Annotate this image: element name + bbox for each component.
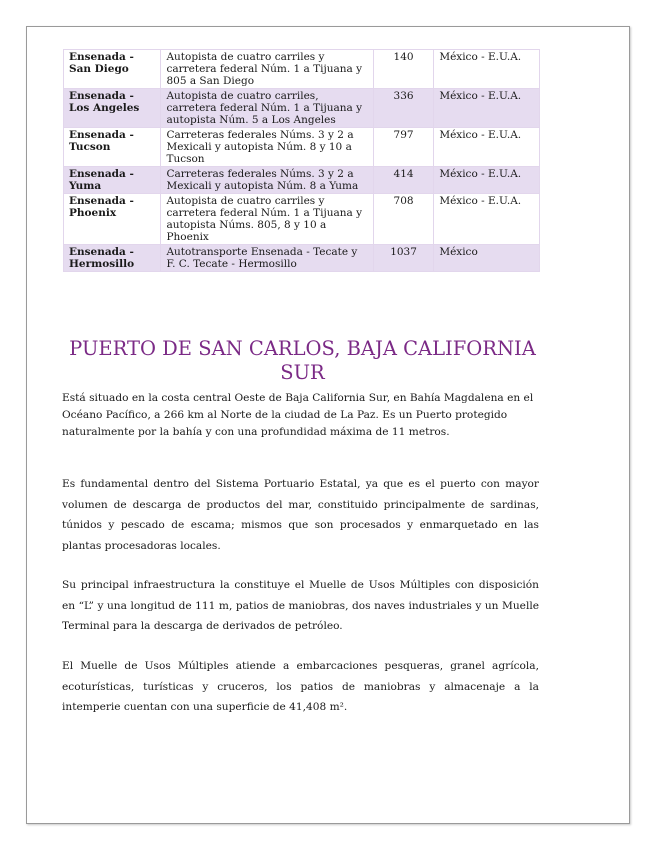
destination-cell: México - E.U.A. <box>434 194 540 245</box>
destination-cell: México <box>434 245 540 272</box>
routes-table <box>63 49 540 272</box>
destination-cell: México - E.U.A. <box>434 128 540 167</box>
table-row <box>64 128 540 167</box>
distance-cell: 708 <box>373 194 434 245</box>
infrastructure-cell: Autotransporte Ensenada - Tecate y F. C. Tecate - Hermosillo <box>161 245 373 272</box>
paragraph-dock-services: El Muelle de Usos Múltiples atiende a embarcaciones pesqueras, granel agrícola, ecoturísticas, turísticas y cruceros, los patios de maniobras y almacenaje a la intemperie cuentan con una superficie de 41,408 m². <box>62 660 539 713</box>
distance-cell: 1037 <box>373 245 434 272</box>
infrastructure-cell: Carreteras federales Núms. 3 y 2 a Mexicali y autopista Núm. 8 a Yuma <box>161 167 373 194</box>
infrastructure-cell: Autopista de cuatro carriles y carretera federal Núm. 1 a Tijuana y 805 a San Diego <box>161 50 373 89</box>
route-cell: Ensenada - Phoenix <box>64 194 161 245</box>
destination-cell: México - E.U.A. <box>434 89 540 128</box>
paragraph-location: Está situado en la costa central Oeste de Baja California Sur, en Bahía Magdalena en el Océano Pacífico, a 266 km al Norte de la ciudad de La Paz. Es un Puerto protegido naturalmente por la bahía y con una profundidad máxima de 11 metros. <box>62 392 534 438</box>
table-row <box>64 167 540 194</box>
table-row <box>64 245 540 272</box>
route-cell: Ensenada - Hermosillo <box>64 245 161 272</box>
distance-cell: 336 <box>373 89 434 128</box>
route-cell: Ensenada - Tucson <box>64 128 161 167</box>
paragraph-importance: Es fundamental dentro del Sistema Portuario Estatal, ya que es el puerto con mayor volumen de descarga de productos del mar, constituido principalmente de sardinas, túnidos y pescado de escama; mismos que son procesados y enmarquetado en las plantas procesadoras locales. <box>62 478 539 552</box>
paragraph-infrastructure: Su principal infraestructura la constituye el Muelle de Usos Múltiples con disposición en “L” y una longitud de 111 m, patios de maniobras, dos naves industriales y un Muelle Terminal para la descarga de derivados de petróleo. <box>62 579 539 632</box>
table-row <box>64 194 540 245</box>
table-row <box>64 50 540 89</box>
destination-cell: México - E.U.A. <box>434 167 540 194</box>
route-cell: Ensenada - Los Angeles <box>64 89 161 128</box>
distance-cell: 140 <box>373 50 434 89</box>
destination-cell: México - E.U.A. <box>434 50 540 89</box>
infrastructure-cell: Carreteras federales Núms. 3 y 2 a Mexicali y autopista Núm. 8 y 10 a Tucson <box>161 128 373 167</box>
section-title: PUERTO DE SAN CARLOS, BAJA CALIFORNIA SUR <box>69 337 536 384</box>
table-row <box>64 89 540 128</box>
route-cell: Ensenada - San Diego <box>64 50 161 89</box>
distance-cell: 797 <box>373 128 434 167</box>
route-cell: Ensenada - Yuma <box>64 167 161 194</box>
infrastructure-cell: Autopista de cuatro carriles, carretera federal Núm. 1 a Tijuana y autopista Núm. 5 a Los Angeles <box>161 89 373 128</box>
infrastructure-cell: Autopista de cuatro carriles y carretera federal Núm. 1 a Tijuana y autopista Núms. 805, 8 y 10 a Phoenix <box>161 194 373 245</box>
distance-cell: 414 <box>373 167 434 194</box>
